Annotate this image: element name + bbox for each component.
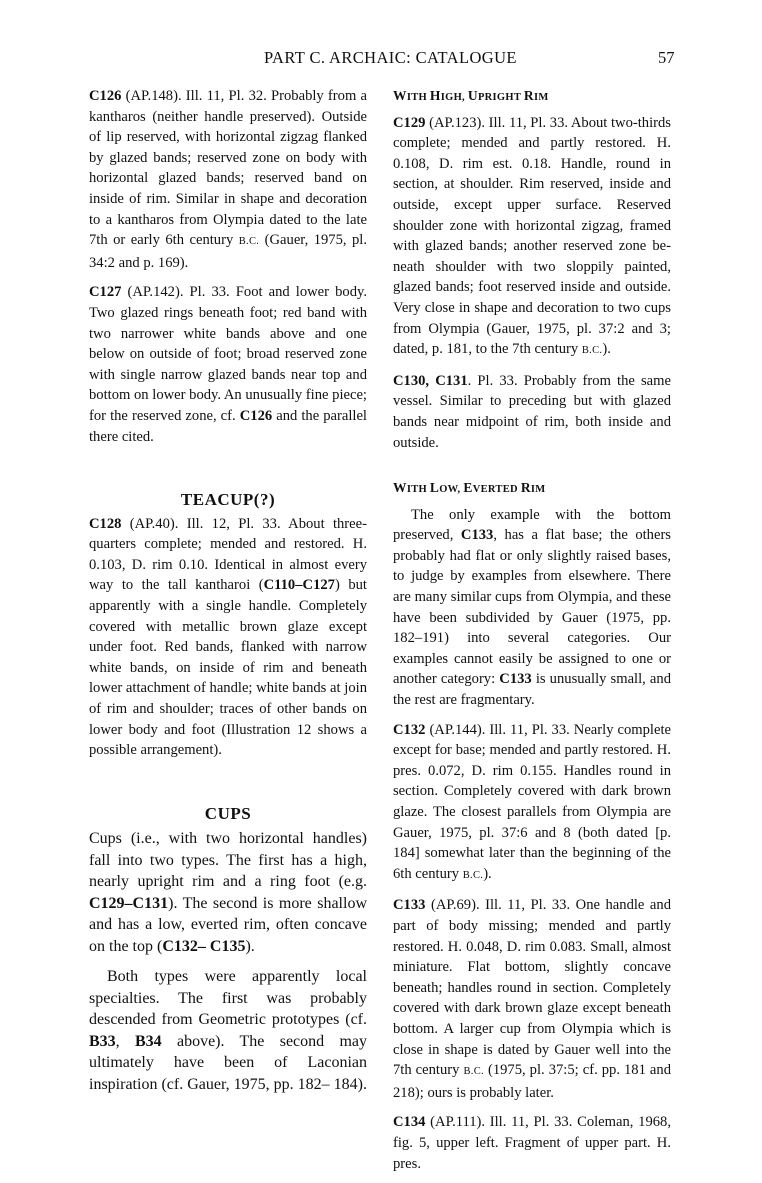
- entry-id: C133: [393, 897, 426, 914]
- running-head: [0, 48, 762, 72]
- cross-reference: C133: [460, 527, 494, 544]
- cross-reference: C133: [499, 671, 532, 688]
- cross-reference: B34: [134, 1032, 162, 1050]
- subheading-low-everted-rim: WITH LOW, EVERTED RIM: [393, 480, 546, 496]
- entry-id: C134: [393, 1114, 426, 1131]
- cross-reference: B33: [89, 1032, 116, 1050]
- section-heading-cups: CUPS: [204, 803, 252, 823]
- page-number: 57: [658, 48, 675, 67]
- section-heading-teacup: TEACUP(?): [180, 490, 276, 510]
- subheading-high-upright-rim: WITH HIGH, UPRIGHT RIM: [393, 88, 549, 103]
- cross-reference: C132– C135: [162, 937, 246, 955]
- entry-id: C130, C131: [393, 372, 468, 389]
- entry-id: C129: [393, 114, 426, 131]
- left-column: [89, 86, 367, 1104]
- catalogue-entry-c126: C126 (AP.148). Ill. 11, Pl. 32. Probably from a kantharos (neither handle preserved). Outside of lip reserved, with horizontal zigzag flanked by glazed bands; reserved zone on body with horizontal glazed bands; reserved band on inside of rim. Similar in shape and decoration to a kantharos from Olympia dated to the late 7th or early 6th century B.C. (Gauer, 1975, pl. 34:2 and p. 169).: [89, 88, 367, 271]
- running-title: PART C. ARCHAIC: CATALOGUE: [264, 48, 517, 67]
- cross-reference: C110–C127: [263, 577, 335, 594]
- catalogue-entry-c129: C129 (AP.123). Ill. 11, Pl. 33. About two-thirds complete; mended and partly restored. H. 0.108, D. rim est. 0.18. Handle, round in section, at shoulder. Rim reserved, inside and outside, except upper surface. Reserved shoulder zone with horizontal zigzag, framed with glazed bands; another reserved zone beneath shoulder with two sloppily painted, glazed bands; foot reserved inside and outside. Very close in shape and decoration to two cups from Olympia (Gauer, 1975, pl. 37:2 and 3; dated, p. 181, to the 7th century B.C.).: [393, 114, 671, 358]
- catalogue-entry-c130-c131: C130, C131. Pl. 33. Probably from the same vessel. Similar to preceding but with glazed bands near midpoint of rim, both inside and outside.: [393, 372, 671, 451]
- entry-id: C126: [89, 88, 122, 104]
- catalogue-entry-c127: C127 (AP.142). Pl. 33. Foot and lower body. Two glazed rings beneath foot; red band with two narrower white bands above and one below on outside of foot; broad reserved zone with single narrow glazed bands near top and bottom on lower body. An unusually fine piece; for the reserved zone, cf. C126 and the parallel there cited.: [89, 284, 367, 445]
- cups-origin-paragraph: Both types were apparently local specialties. The first was probably descended from Geometric prototypes (cf. B33, B34 above). The second may ultimately have been of Laconian inspiration (cf. Gauer, 1975, pp. 182– 184).: [89, 968, 367, 1093]
- catalogue-entry-c133: C133 (AP.69). Ill. 11, Pl. 33. One handle and part of body missing; mended and partly restored. H. 0.048, D. rim 0.083. Small, almost miniature. Flat bottom, slightly concave beneath; handles round in section. Completely covered with dark brown glaze except beneath bottom. A larger cup from Olympia which is close in shape is dated by Gauer well into the 7th century B.C. (1975, pl. 37:5; cf. pp. 181 and 218); ours is probably later.: [393, 897, 671, 1101]
- catalogue-entry-c128: C128 (AP.40). Ill. 12, Pl. 33. About three-quarters complete; mended and restored. H. 0.103, D. rim 0.10. Identical in almost every way to the tall kantharoi (C110–C127) but apparently with a single handle. Completely covered with metallic brown glaze except under foot. Red bands, flanked with narrow white bands, on inside of rim and beneath lower attachment of handle; white bands at join of rim and shoulder; traces of other bands on lower body and foot (Illustration 12 shows a possible arrangement).: [89, 515, 367, 759]
- entry-id: C128: [89, 515, 122, 532]
- cups-intro-paragraph: Cups (i.e., with two horizontal handles) fall into two types. The first has a high, nearly upright rim and a ring foot (e.g. C129–C131). The second is more shallow and has a low, everted rim, often concave on the top (C132– C135).: [89, 830, 367, 955]
- cross-reference: C129–C131: [89, 894, 169, 912]
- cross-reference: C126: [239, 407, 273, 424]
- catalogue-entry-c134: C134 (AP.111). Ill. 11, Pl. 33. Coleman, 1968, fig. 5, upper left. Fragment of upper part. H. pres.: [393, 1114, 671, 1172]
- catalogue-entry-c132: C132 (AP.144). Ill. 11, Pl. 33. Nearly complete except for base; mended and partly restored. H. pres. 0.072, D. rim 0.155. Handles round in section. Completely covered with dark brown glaze. The closest parallels from Olympia are Gauer, 1975, pl. 37:6 and 8 (both dated [p. 184] somewhat later than the beginning of the 6th century B.C.).: [393, 721, 671, 882]
- low-rim-intro-paragraph: The only example with the bottom preserved, C133, has a flat base; the others probably had flat or only slightly raised bases, to judge by examples from elsewhere. There are many similar cups from Olympia, and these have been subdivided by Gauer (1975, pp. 182–191) into several categories. Our examples cannot easily be assigned to one or another category: C133 is unusually small, and the rest are fragmentary.: [393, 506, 671, 709]
- entry-id: C127: [89, 284, 122, 301]
- right-column: [393, 86, 671, 1183]
- entry-id: C132: [393, 721, 426, 738]
